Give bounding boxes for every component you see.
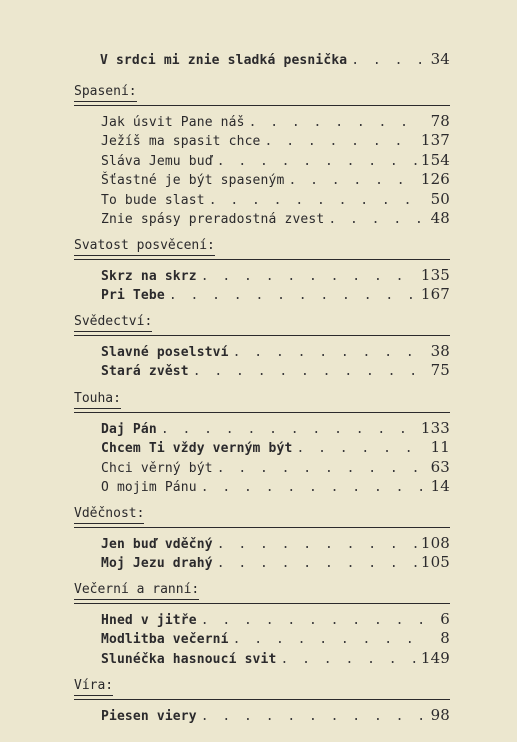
- entry-page-number: 133: [420, 419, 450, 437]
- entry-page-number: 154: [420, 150, 450, 169]
- toc-entry: [101, 209, 450, 228]
- section-divider: [74, 699, 450, 700]
- section-divider: [74, 412, 450, 413]
- section-heading: Svatost posvěcení:: [74, 237, 215, 256]
- section-entries: [101, 534, 450, 573]
- section-heading: Večerní a ranní:: [74, 581, 199, 600]
- entry-title: O mojim Pánu: [101, 480, 197, 496]
- section-heading: Víra:: [74, 677, 113, 696]
- dot-leader: [281, 650, 417, 669]
- dot-leader: [209, 191, 424, 210]
- section-divider: [74, 527, 450, 528]
- dot-leader: [201, 707, 424, 726]
- section-entries: [101, 342, 450, 381]
- section-heading: Touha:: [74, 390, 121, 409]
- toc-entry: [101, 477, 450, 496]
- entry-title: Jak úsvit Pane náš: [101, 115, 245, 130]
- entry-title: Slunéčka hasnoucí svit: [101, 651, 277, 667]
- entry-title: To bude slast: [101, 192, 205, 208]
- dot-leader: [169, 286, 417, 305]
- section-entries: [101, 266, 450, 305]
- entry-page-number: 8: [440, 629, 450, 648]
- dot-leader: [233, 630, 424, 649]
- entry-title: Znie spásy preradostná zvest: [101, 211, 325, 227]
- entry-title: Ježíš ma spasit chce: [101, 134, 261, 150]
- toc-entry: [101, 131, 450, 150]
- entry-page-number: 48: [430, 208, 450, 227]
- toc-section: [74, 674, 454, 725]
- entry-page-number: 98: [430, 706, 450, 724]
- toc-entry: [101, 534, 450, 553]
- entry-title: Sláva Jemu buď: [101, 153, 213, 169]
- entry-title: Hned v jitře: [101, 613, 197, 628]
- dot-leader: [233, 343, 424, 362]
- toc-entry: [101, 190, 450, 209]
- entry-page-number: 14: [430, 477, 450, 496]
- dot-leader: [296, 439, 424, 458]
- entry-title: Chcem Ti vždy verným být: [101, 441, 293, 457]
- entry-page-number: 167: [420, 285, 450, 304]
- entry-title: V srdci mi znie sladká pesnička: [100, 53, 348, 68]
- entry-page-number: 137: [420, 131, 450, 150]
- toc-entry: [101, 361, 450, 380]
- toc-entry: [101, 170, 450, 189]
- section-heading: Vděčnost:: [74, 505, 144, 524]
- section-entries: [101, 706, 450, 725]
- entry-page-number: 78: [430, 112, 450, 130]
- dot-leader: [288, 171, 416, 190]
- entry-page-number: 6: [440, 610, 450, 628]
- dot-leader: [201, 267, 417, 286]
- section-divider: [74, 603, 450, 604]
- entry-page-number: 75: [430, 361, 450, 380]
- toc-entry: [101, 285, 450, 304]
- entry-page-number: 50: [430, 189, 450, 208]
- toc-entry: [101, 112, 450, 131]
- entry-page-number: 34: [430, 50, 450, 68]
- entry-title: Jen buď vděčný: [101, 537, 213, 552]
- section-entries: [101, 112, 450, 228]
- toc-entry: [101, 458, 450, 477]
- dot-leader: [217, 554, 417, 573]
- section-entries: [101, 610, 450, 668]
- toc-section: [74, 80, 454, 228]
- dot-leader: [217, 459, 424, 478]
- toc-section: [74, 502, 454, 573]
- toc-section: [74, 578, 454, 668]
- dot-leader: [265, 132, 417, 151]
- dot-leader: [328, 210, 424, 229]
- entry-title: Piesen viery: [101, 709, 197, 724]
- section-divider: [74, 259, 450, 260]
- toc-entry: [101, 151, 450, 170]
- toc-section: [74, 387, 454, 497]
- toc-entry: [101, 629, 450, 648]
- toc-entry: [101, 649, 450, 668]
- toc-entry: [101, 706, 450, 725]
- entry-title: Pri Tebe: [101, 288, 165, 304]
- section-divider: [74, 105, 450, 106]
- top-entry: [100, 50, 450, 69]
- entry-title: Moj Jezu drahý: [101, 556, 213, 572]
- entry-page-number: 11: [430, 438, 450, 457]
- toc-entry: [101, 342, 450, 361]
- entry-title: Daj Pán: [101, 422, 157, 437]
- toc-entry: [101, 438, 450, 457]
- entry-page-number: 135: [420, 266, 450, 284]
- dot-leader: [217, 152, 417, 171]
- dot-leader: [217, 535, 417, 554]
- entry-page-number: 63: [430, 457, 450, 476]
- toc-section: [74, 234, 454, 305]
- toc-entry: [100, 50, 450, 69]
- section-heading: Spasení:: [74, 83, 137, 102]
- toc-entry: [101, 610, 450, 629]
- dot-leader: [201, 478, 424, 497]
- section-heading: Svědectví:: [74, 313, 152, 332]
- dot-leader: [161, 420, 417, 439]
- entry-title: Modlitba večerní: [101, 632, 229, 648]
- section-entries: [101, 419, 450, 497]
- entry-title: Stará zvěst: [101, 364, 189, 380]
- toc-entry: [101, 553, 450, 572]
- entry-page-number: 108: [420, 534, 450, 552]
- entry-title: Slavné poselství: [101, 345, 229, 360]
- entry-page-number: 126: [420, 170, 450, 189]
- dot-leader: [351, 51, 424, 70]
- entry-page-number: 149: [420, 648, 450, 667]
- entry-title: Skrz na skrz: [101, 269, 197, 284]
- dot-leader: [249, 113, 424, 132]
- entry-page-number: 105: [420, 553, 450, 572]
- section-divider: [74, 335, 450, 336]
- toc-section: [74, 310, 454, 381]
- toc-entry: [101, 419, 450, 438]
- entry-title: Šťastné je být spaseným: [101, 173, 285, 189]
- dot-leader: [201, 611, 424, 630]
- dot-leader: [193, 362, 424, 381]
- entry-page-number: 38: [430, 342, 450, 360]
- toc-entry: [101, 266, 450, 285]
- entry-title: Chci věrný být: [101, 460, 213, 476]
